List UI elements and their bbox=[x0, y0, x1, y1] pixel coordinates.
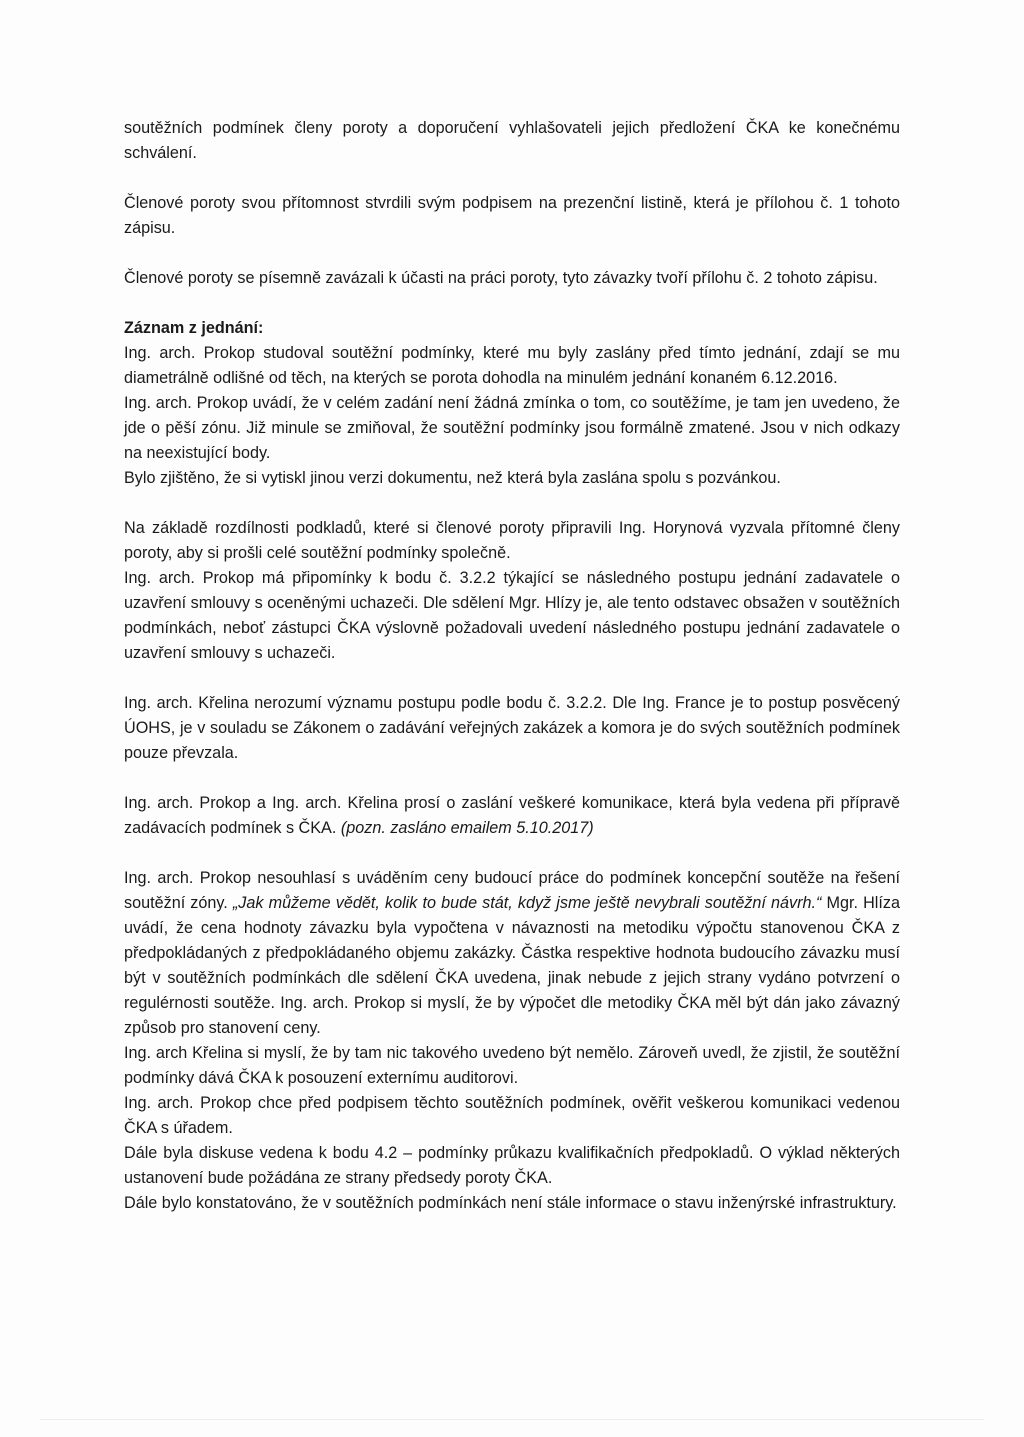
paragraph-version-found: Bylo zjištěno, že si vytiskl jinou verzi dokumentu, než která byla zaslána spolu s pozvánkou. bbox=[124, 469, 781, 487]
paragraph-krelina-thinks: Ing. arch Křelina si myslí, že by tam nic takového uvedeno být nemělo. Zároveň uvedl, že zjistil, že soutěžní podmínky dává ČKA k posouzení externímu auditorovi. bbox=[124, 1044, 900, 1087]
communication-note: (pozn. zasláno emailem 5.10.2017) bbox=[340, 819, 594, 837]
paragraph-intro: soutěžních podmínek členy poroty a doporučení vyhlašovateli jejich předložení ČKA ke konečnému schválení. bbox=[124, 119, 900, 162]
paragraph-communication-request bbox=[124, 791, 900, 841]
paragraph-attendance: Členové poroty svou přítomnost stvrdili svým podpisem na prezenční listině, která je přílohou č. 1 tohoto zápisu. bbox=[124, 194, 900, 237]
paragraph-prokop-states: Ing. arch. Prokop uvádí, že v celém zadání není žádná zmínka o tom, co soutěžíme, je tam jen uvedeno, že jde o pěší zónu. Již minule se zmiňoval, že soutěžní podmínky jsou formálně zmatené. Jsou v nich odkazy na neexistující body. bbox=[124, 394, 900, 462]
communication-request-text: Ing. arch. Prokop a Ing. arch. Křelina prosí o zaslání veškeré komunikace, která byla vedena při přípravě zadávacích podmínek s ČKA. bbox=[124, 794, 900, 837]
price-text-b: Mgr. Hlíza uvádí, že cena hodnoty závazku byla vypočtena v návaznosti na metodiku výpočtu stanovenou ČKA z předpokládaných z předpokládaného objemu zakázky. Částka respektive hodnota budoucího závazku musí být v soutěžních podmínkách dle sdělení ČKA uvedena, jinak nebude z jejich strany vydáno potvrzení o regulérnosti soutěže. Ing. arch. Prokop si myslí, že by výpočet dle metodiky ČKA měl být dán jako závazný způsob pro stanovení ceny. bbox=[124, 894, 900, 1037]
paragraph-horynova: Na základě rozdílnosti podkladů, které si členové poroty připravili Ing. Horynová vyzvala přítomné členy poroty, aby si prošli celé soutěžní podmínky společně. bbox=[124, 519, 900, 562]
page-divider bbox=[40, 1419, 984, 1420]
paragraph-point-42: Dále byla diskuse vedena k bodu 4.2 – podmínky průkazu kvalifikačních předpokladů. O výklad některých ustanovení bude požádána ze strany předsedy poroty ČKA. bbox=[124, 1144, 900, 1187]
paragraph-prokop-verify: Ing. arch. Prokop chce před podpisem těchto soutěžních podmínek, ověřit veškerou komunikaci vedenou ČKA s úřadem. bbox=[124, 1094, 900, 1137]
document-body bbox=[124, 116, 900, 1216]
price-quote: „Jak můžeme vědět, kolik to bude stát, když jsme ještě nevybrali soutěžní návrh.“ bbox=[232, 894, 822, 912]
paragraph-price-disagreement bbox=[124, 866, 900, 1041]
section-heading: Záznam z jednání: bbox=[124, 319, 264, 337]
paragraph-infrastructure: Dále bylo konstatováno, že v soutěžních podmínkách není stále informace o stavu inženýrské infrastruktury. bbox=[124, 1194, 897, 1212]
paragraph-prokop-studied: Ing. arch. Prokop studoval soutěžní podmínky, které mu byly zaslány před tímto jednání, zdají se mu diametrálně odlišné od těch, na kterých se porota dohodla na minulém jednání konaném 6.12.2016. bbox=[124, 344, 900, 387]
paragraph-commitment: Členové poroty se písemně zavázali k účasti na práci poroty, tyto závazky tvoří přílohu č. 2 tohoto zápisu. bbox=[124, 269, 878, 287]
price-text-a: Ing. arch. Prokop nesouhlasí s uváděním ceny budoucí práce do podmínek koncepční soutěže na řešení soutěžní zóny. bbox=[124, 869, 900, 912]
paragraph-krelina: Ing. arch. Křelina nerozumí významu postupu podle bodu č. 3.2.2. Dle Ing. France je to postup posvěcený ÚOHS, je v souladu se Zákonem o zadávání veřejných zakázek a komora je do svých soutěžních podmínek pouze převzala. bbox=[124, 694, 900, 762]
paragraph-point-322: Ing. arch. Prokop má připomínky k bodu č. 3.2.2 týkající se následného postupu jednání zadavatele o uzavření smlouvy s oceněnými uchazeči. Dle sdělení Mgr. Hlízy je, ale tento odstavec obsažen v soutěžních podmínkách, neboť zástupci ČKA výslovně požadovali uvedení následného postupu jednání zadavatele o uzavření smlouvy s uchazeči. bbox=[124, 569, 900, 662]
